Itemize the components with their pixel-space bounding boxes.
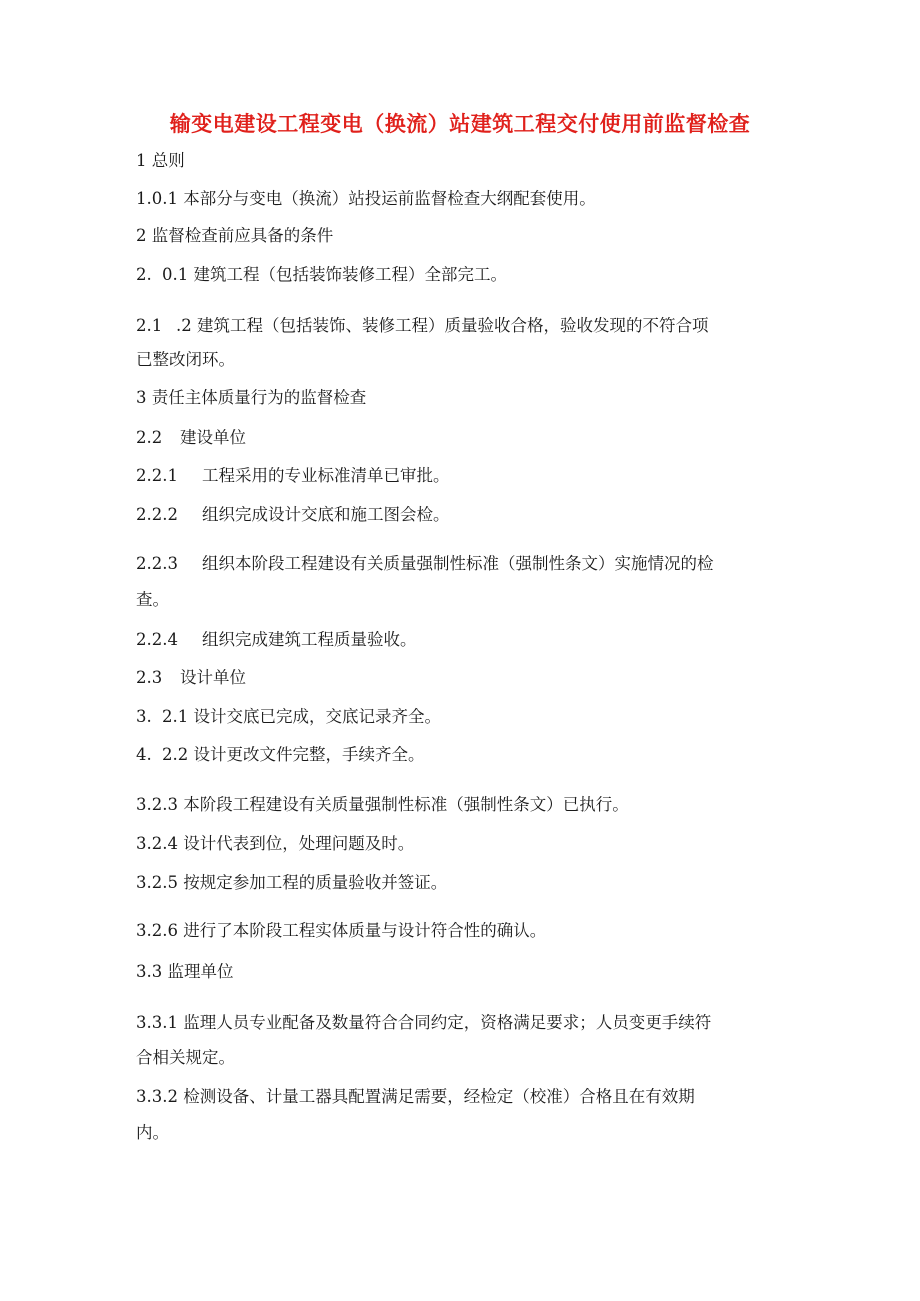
clause-2-2-3: 2.2.3 组织本阶段工程建设有关质量强制性标准（强制性条文）实施情况的检: [136, 554, 714, 573]
clause-3-3-2-continuation: 内。: [136, 1123, 169, 1142]
clause-2-2-1: 2.2.1 工程采用的专业标准清单已审批。: [136, 466, 450, 485]
clause-2-2-4: 2.2.4 组织完成建筑工程质量验收。: [136, 630, 417, 649]
clause-3-2-5: 3.2.5 按规定参加工程的质量验收并签证。: [136, 873, 448, 892]
section-heading-general: 1 总则: [136, 151, 185, 170]
clause-3-3-1-continuation: 合相关规定。: [136, 1048, 235, 1067]
clause-2-1-2: 2.1 .2 建筑工程（包括装饰、装修工程）质量验收合格，验收发现的不符合项: [136, 316, 709, 335]
clause-3-2-4: 3.2.4 设计代表到位，处理问题及时。: [136, 834, 415, 853]
clause-3-3-1: 3.3.1 监理人员专业配备及数量符合合同约定，资格满足要求；人员变更手续符: [136, 1013, 712, 1032]
subsection-supervision-unit: 3.3 监理单位: [136, 962, 234, 981]
document-title: 输变电建设工程变电（换流）站建筑工程交付使用前监督检查: [169, 112, 751, 136]
clause-3-2-3: 3.2.3 本阶段工程建设有关质量强制性标准（强制性条文）已执行。: [136, 795, 629, 814]
clause-1-0-1: 1.0.1 本部分与变电（换流）站投运前监督检查大纲配套使用。: [136, 189, 596, 208]
clause-3-2-1: 3. 2.1 设计交底已完成，交底记录齐全。: [136, 707, 441, 726]
clause-2-1-2-continuation: 已整改闭环。: [136, 350, 235, 369]
subsection-design-unit: 2.3 设计单位: [136, 668, 246, 687]
clause-2-2-2: 2.2.2 组织完成设计交底和施工图会检。: [136, 505, 450, 524]
clause-2-0-1: 2. 0.1 建筑工程（包括装饰装修工程）全部完工。: [136, 265, 507, 284]
clause-3-2-2: 4. 2.2 设计更改文件完整，手续齐全。: [136, 745, 425, 764]
section-heading-responsibility: 3 责任主体质量行为的监督检查: [136, 388, 367, 407]
section-heading-preconditions: 2 监督检查前应具备的条件: [136, 226, 334, 245]
clause-3-2-6: 3.2.6 进行了本阶段工程实体质量与设计符合性的确认。: [136, 921, 547, 940]
clause-3-3-2: 3.3.2 检测设备、计量工器具配置满足需要，经检定（校准）合格且在有效期: [136, 1087, 695, 1106]
subsection-construction-unit: 2.2 建设单位: [136, 428, 246, 447]
clause-2-2-3-continuation: 查。: [136, 590, 169, 609]
